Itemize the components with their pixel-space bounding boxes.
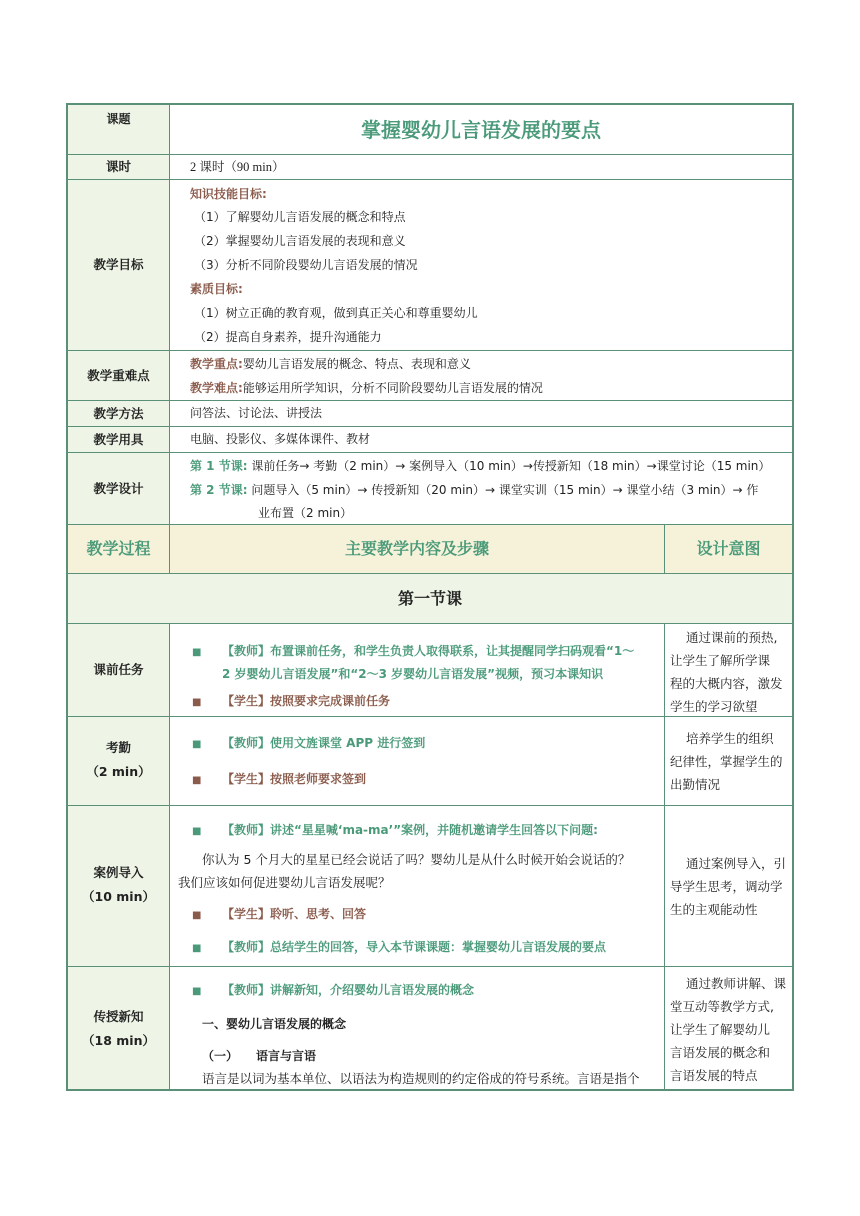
section-title: 第一节课 [397, 588, 462, 608]
lesson2-text: 问题导入（5 min）→ 传授新知（20 min）→ 课堂实训（15 min）→ 课堂小结（3 min）→ 作 [251, 483, 759, 497]
new-knowledge-label-cell [67, 1005, 170, 1053]
lesson2-prefix: 第 2 节课: [190, 483, 248, 497]
content-col-header: 主要教学内容及步骤 [344, 539, 489, 558]
case-question-line2: 我们应该如何促进婴幼儿言语发展呢？ [178, 875, 391, 890]
case-intro-teacher-summary: 【教师】总结学生的回答，导入本节课课题：掌握婴幼儿言语发展的要点 [222, 940, 607, 954]
case-intro-student: 【学生】聆听、思考、回答 [222, 907, 367, 921]
objectives-label: 教学目标 [93, 257, 144, 272]
key-text: 婴幼儿言语发展的概念、特点、表现和意义 [242, 357, 471, 371]
attendance-intent [670, 727, 783, 796]
new-knowledge-intent [670, 972, 786, 1087]
key-points-label: 教学重难点 [87, 367, 150, 383]
knowledge-item: （3）分析不同阶段婴幼儿言语发展的情况 [194, 258, 418, 272]
bullet-icon: ■ [192, 826, 202, 837]
knowledge-heading: 知识技能目标: [190, 187, 267, 201]
intent-line: 通过教师讲解、课 [686, 976, 787, 991]
intent-line: 出勤情况 [670, 777, 721, 792]
case-intro-teacher: 【教师】讲述“星星喊‘ma-ma’”案例，并随机邀请学生回答以下问题: [222, 823, 598, 837]
attendance-label: 考勤 [105, 740, 131, 755]
lesson2-text-cont: 业布置（2 min） [258, 506, 353, 520]
key-point-line [190, 356, 471, 372]
quality-heading: 素质目标: [190, 282, 243, 296]
bullet-icon: ■ [192, 739, 202, 750]
intent-line: 纪律性，掌握学生的 [670, 754, 783, 769]
lesson1-text: 课前任务→ 考勤（2 min）→ 案例导入（10 min）→传授新知（18 min）→课堂讨论（15 min） [251, 459, 771, 473]
intent-col-header: 设计意图 [696, 539, 761, 558]
case-intro-intent [670, 852, 786, 921]
attendance-student: 【学生】按照老师要求签到 [222, 772, 367, 786]
heading2-text: 语言与言语 [256, 1049, 317, 1063]
case-intro-label-cell [67, 861, 170, 909]
new-knowledge-duration: （18 min） [82, 1033, 155, 1048]
new-knowledge-teacher: 【教师】讲解新知，介绍婴幼儿言语发展的概念 [222, 983, 475, 997]
intent-line: 言语发展的特点 [670, 1068, 758, 1083]
key-prefix: 教学重点: [190, 357, 243, 371]
quality-item: （1）树立正确的教育观，做到真正关心和尊重婴幼儿 [194, 306, 478, 320]
lesson1-prefix: 第 1 节课: [190, 459, 248, 473]
intent-line: 导学生思考，调动学 [670, 879, 783, 894]
attendance-duration: （2 min） [86, 764, 151, 779]
intent-line: 言语发展的概念和 [670, 1045, 771, 1060]
knowledge-item: （1）了解婴幼儿言语发展的概念和特点 [194, 210, 406, 224]
pre-task-label: 课前任务 [93, 662, 144, 677]
bullet-icon: ■ [192, 697, 202, 708]
new-knowledge-label: 传授新知 [93, 1009, 144, 1024]
lesson2-line [190, 482, 758, 498]
intent-line: 生的主观能动性 [670, 902, 758, 917]
difficult-point-line [190, 380, 543, 396]
intent-line: 堂互动等教学方式, [670, 999, 774, 1014]
tools-label: 教学用具 [93, 431, 144, 447]
page-title: 掌握婴幼儿言语发展的要点 [361, 118, 601, 142]
bullet-icon: ■ [192, 775, 202, 786]
intent-line: 让学生了解婴幼儿 [670, 1022, 771, 1037]
attendance-teacher: 【教师】使用文旌课堂 APP 进行签到 [222, 736, 426, 750]
methods-label: 教学方法 [93, 405, 144, 421]
hours-value: 2 课时（90 min） [190, 160, 285, 174]
intent-line: 学生的学习欲望 [670, 699, 758, 714]
hours-label: 课时 [105, 159, 131, 174]
intent-line: 通过课前的预热, [686, 630, 778, 645]
lesson1-line [190, 458, 770, 474]
intent-line: 通过案例导入，引 [686, 856, 787, 871]
new-knowledge-body: 语言是以词为基本单位、以语法为构造规则的约定俗成的符号系统。言语是指个 [202, 1071, 640, 1086]
new-knowledge-heading1: 一、婴幼儿言语发展的概念 [202, 1017, 347, 1031]
bullet-icon: ■ [192, 647, 202, 658]
intent-line: 让学生了解所学课 [670, 653, 771, 668]
bullet-icon: ■ [192, 910, 202, 921]
new-knowledge-heading2 [202, 1048, 316, 1064]
difficult-prefix: 教学难点: [190, 381, 243, 395]
attendance-label-cell [67, 736, 170, 784]
topic-label: 课题 [106, 112, 131, 126]
case-question-line1: 你认为 5 个月大的星星已经会说话了吗？婴幼儿是从什么时候开始会说话的？ [202, 852, 631, 867]
process-col-header: 教学过程 [86, 539, 151, 558]
knowledge-item: （2）掌握婴幼儿言语发展的表现和意义 [194, 234, 406, 248]
pre-task-teacher-line1: 【教师】布置课前任务，和学生负责人取得联系，让其提醒同学扫码观看“1～ [222, 644, 635, 658]
methods-value: 问答法、讨论法、讲授法 [190, 406, 323, 420]
heading2-num: （一） [202, 1049, 239, 1063]
bullet-icon: ■ [192, 943, 202, 954]
intent-line: 程的大概内容，激发 [670, 676, 783, 691]
design-label: 教学设计 [93, 480, 144, 496]
pre-task-student: 【学生】按照要求完成课前任务 [222, 694, 391, 708]
intent-line: 培养学生的组织 [686, 731, 774, 746]
bullet-icon: ■ [192, 986, 202, 997]
tools-value: 电脑、投影仪、多媒体课件、教材 [190, 432, 371, 446]
pre-task-teacher-line2: 2 岁婴幼儿言语发展”和“2～3 岁婴幼儿言语发展”视频，预习本课知识 [222, 667, 604, 681]
case-intro-duration: （10 min） [82, 889, 155, 904]
pre-task-intent [670, 626, 783, 718]
quality-item: （2）提高自身素养，提升沟通能力 [194, 330, 382, 344]
case-intro-label: 案例导入 [93, 865, 144, 880]
difficult-text: 能够运用所学知识，分析不同阶段婴幼儿言语发展的情况 [242, 381, 543, 395]
